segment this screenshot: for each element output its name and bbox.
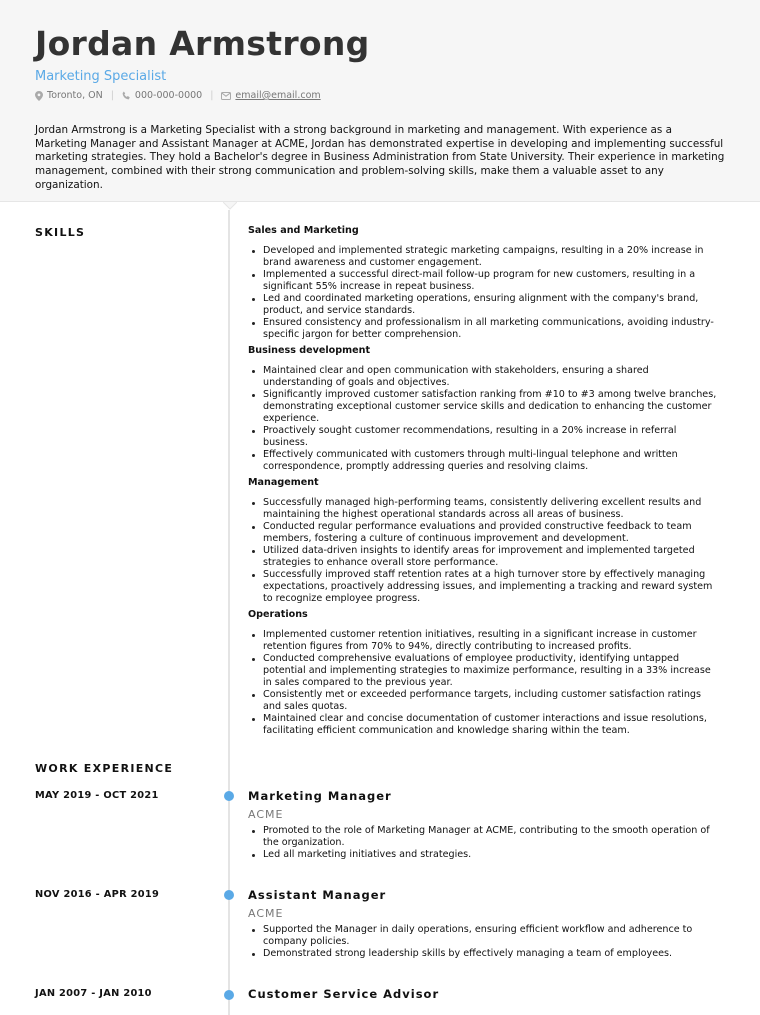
- list-item: Maintained clear and open communication with stakeholders, ensuring a shared understanding of goals and objectives.: [248, 365, 718, 389]
- job-title: Assistant Manager: [248, 888, 387, 902]
- list-item: Utilized data-driven insights to identify areas for improvement and implemented targeted strategies to enhance overall store performance.: [248, 545, 718, 569]
- job-dates: JAN 2007 - JAN 2010: [35, 988, 152, 999]
- job-entry: [248, 888, 718, 964]
- list-item: Proactively sought customer recommendations, resulting in a 20% increase in referral business.: [248, 425, 718, 449]
- list-item: Developed and implemented strategic marketing campaigns, resulting in a 20% increase in brand awareness and customer engagement.: [248, 245, 718, 269]
- skill-group-title: Management: [248, 477, 319, 488]
- list-item: Led all marketing initiatives and strategies.: [248, 849, 718, 861]
- job-dates: NOV 2016 - APR 2019: [35, 889, 160, 900]
- contact-email[interactable]: [221, 90, 320, 101]
- job-company: ACME: [248, 808, 284, 821]
- list-item: Significantly improved customer satisfaction ranking from #10 to #3 among twelve branches, demonstrating exceptional customer service skills and dedication to enhancing the customer experience.: [248, 389, 718, 425]
- skills-section: [248, 225, 718, 741]
- skill-list: [248, 497, 718, 605]
- list-item: Successfully managed high-performing teams, consistently delivering excellent results and maintaining the highest operational standards across all areas of business.: [248, 497, 718, 521]
- envelope-icon: [221, 92, 231, 100]
- list-item: Ensured consistency and professionalism in all marketing communications, avoiding industry-specific jargon for better comprehension.: [248, 317, 718, 341]
- skill-list: [248, 245, 718, 341]
- contact-location: [35, 90, 103, 101]
- phone-text: 000-000-0000: [134, 90, 203, 101]
- profile-summary: Jordan Armstrong is a Marketing Specialist with a strong background in marketing and management. With experience as a Marketing Manager and Assistant Manager at ACME, Jordan has demonstrated expertise in developing and implementing successful marketing strategies. They hold a Bachelor's degree in Business Administration from State University. Their experience in marketing management, combined with their strong communication and problem-solving skills, make them a valuable asset to any organization.: [35, 124, 725, 191]
- list-item: Maintained clear and concise documentation of customer interactions and issue resolutions, facilitating efficient communication and knowledge sharing within the team.: [248, 713, 718, 737]
- skills-heading: SKILLS: [35, 226, 86, 239]
- job-title: Marketing Manager: [248, 789, 392, 803]
- job-company: ACME: [248, 907, 284, 920]
- list-item: Demonstrated strong leadership skills by effectively managing a team of employees.: [248, 948, 718, 960]
- contact-phone: [122, 90, 202, 101]
- timeline-dot: [224, 990, 234, 1000]
- skill-group-title: Business development: [248, 345, 371, 356]
- list-item: Promoted to the role of Marketing Manager at ACME, contributing to the smooth operation of the organization.: [248, 825, 718, 849]
- job-entry: [248, 987, 718, 1001]
- list-item: Implemented a successful direct-mail follow-up program for new customers, resulting in a significant 55% increase in repeat business.: [248, 269, 718, 293]
- work-experience-heading: WORK EXPERIENCE: [35, 762, 174, 775]
- job-duties: [248, 825, 718, 861]
- list-item: Implemented customer retention initiatives, resulting in a significant increase in customer retention figures from 70% to 94%, directly contributing to increased profits.: [248, 629, 718, 653]
- location-text: Toronto, ON: [47, 90, 103, 101]
- phone-icon: [122, 91, 131, 100]
- candidate-title: Marketing Specialist: [35, 69, 167, 84]
- list-item: Consistently met or exceeded performance targets, including customer satisfaction ratings and sales quotas.: [248, 689, 718, 713]
- timeline-dot: [224, 890, 234, 900]
- list-item: Conducted comprehensive evaluations of employee productivity, identifying untapped potential and implementing strategies to maximize performance, resulting in a 33% increase in sales compared to the previous year.: [248, 653, 718, 689]
- job-duties: [248, 924, 718, 960]
- list-item: Conducted regular performance evaluations and provided constructive feedback to team members, fostering a culture of continuous improvement and development.: [248, 521, 718, 545]
- skill-group: [248, 477, 718, 605]
- list-item: Supported the Manager in daily operations, ensuring efficient workflow and adherence to company policies.: [248, 924, 718, 948]
- resume-header: [0, 0, 760, 202]
- skill-list: [248, 629, 718, 737]
- location-pin-icon: [35, 91, 43, 101]
- header-notch: [223, 202, 237, 210]
- contact-info: [35, 90, 321, 101]
- list-item: Led and coordinated marketing operations, ensuring alignment with the company's brand, product, and service standards.: [248, 293, 718, 317]
- skill-list: [248, 365, 718, 473]
- skill-group: [248, 225, 718, 341]
- skill-group: [248, 609, 718, 737]
- skill-group-title: Operations: [248, 609, 308, 620]
- job-dates: MAY 2019 - OCT 2021: [35, 790, 159, 801]
- candidate-name: Jordan Armstrong: [35, 24, 370, 63]
- list-item: Effectively communicated with customers through multi-lingual telephone and written correspondence, promptly addressing queries and resolving claims.: [248, 449, 718, 473]
- skill-group-title: Sales and Marketing: [248, 225, 359, 236]
- skill-group: [248, 345, 718, 473]
- contact-separator: |: [210, 90, 214, 101]
- timeline-dot: [224, 791, 234, 801]
- contact-separator: |: [110, 90, 114, 101]
- email-link[interactable]: email@email.com: [235, 90, 321, 101]
- job-title: Customer Service Advisor: [248, 987, 440, 1001]
- job-entry: [248, 789, 718, 865]
- list-item: Successfully improved staff retention rates at a high turnover store by effectively managing expectations, proactively addressing issues, and implementing a tracking and reward system to recognize employee progress.: [248, 569, 718, 605]
